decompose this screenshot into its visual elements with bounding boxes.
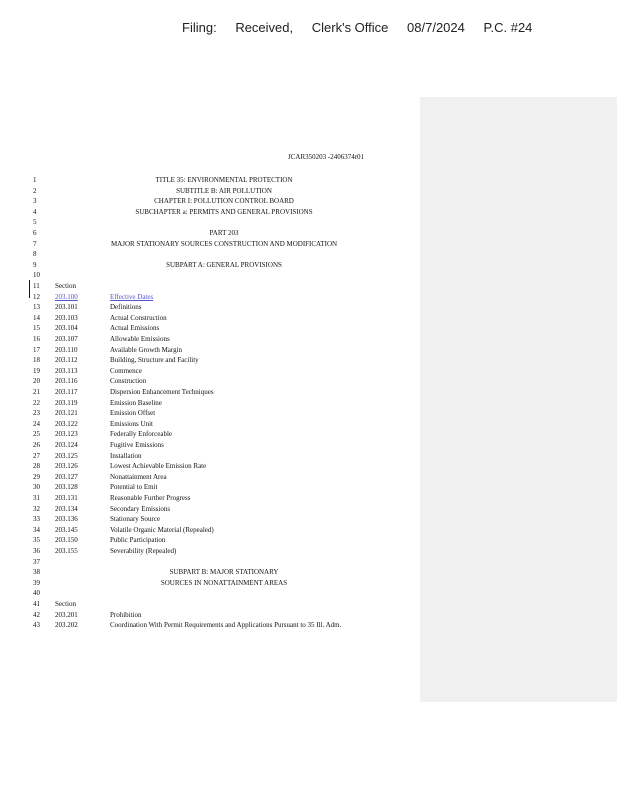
document-line [0,334,420,344]
document-line [0,440,420,450]
line-number: 35 [33,536,40,545]
section-number: 203.155 [55,547,78,555]
section-number: 203.124 [55,441,78,449]
section-title: Construction [110,377,147,386]
line-number: 34 [33,525,40,534]
section-title: Allowable Emissions [110,335,170,343]
line-number: 36 [33,547,40,555]
section-title: Stationary Source [110,515,160,524]
line-number: 42 [33,610,40,619]
section-title: Installation [110,451,142,460]
line-number: 43 [33,621,40,630]
section-number: 203.113 [55,366,78,375]
document-id: JCAR350203 -2406374r01 [288,153,365,161]
document-line [0,345,420,355]
line-number: 1 [33,176,37,184]
line-number: 15 [33,324,40,333]
heading-text: PART 203 [209,229,239,237]
line-number: 5 [33,218,37,227]
document-line [0,281,420,291]
document-line [0,514,420,524]
document-line [0,599,420,609]
section-title: Actual Construction [110,313,167,322]
document-line [0,482,420,492]
heading-text: MAJOR STATIONARY SOURCES CONSTRUCTION AND MODIFICATION [110,239,338,248]
heading-text: SUBPART A: GENERAL PROVISIONS [166,260,282,269]
clerks-office-label: Clerk's Office [311,20,389,35]
document-line [0,419,420,429]
section-title: Severability (Repealed) [110,547,177,555]
line-number: 10 [33,271,40,280]
section-number[interactable]: 203.100 [55,292,78,301]
document-line [0,249,420,259]
section-title: Federally Enforceable [110,430,172,439]
section-title: Building, Structure and Facility [110,356,199,365]
section-title: Actual Emissions [110,324,160,333]
section-title: Dispersion Enhancement Techniques [110,388,214,396]
section-header: Section [55,282,76,290]
line-number: 23 [33,409,40,418]
section-number: 203.134 [55,504,78,513]
line-number: 41 [33,600,40,608]
section-title: Available Growth Margin [110,345,183,354]
document-line [0,610,420,620]
section-title: Fugitive Emissions [110,441,164,449]
document-line [0,387,420,397]
document-line [0,217,420,227]
section-number: 203.103 [55,313,78,322]
section-title: Emission Offset [110,409,156,418]
section-number: 203.121 [55,409,78,418]
document-line [0,270,420,280]
line-number: 24 [33,419,40,428]
line-number: 4 [33,207,37,216]
section-number: 203.201 [55,610,78,619]
section-number: 203.122 [55,419,78,428]
heading-text: SUBCHAPTER a: PERMITS AND GENERAL PROVISIONS [135,207,313,216]
document-line [0,504,420,514]
document-line [0,302,420,312]
line-number: 39 [33,578,40,587]
section-number: 203.117 [55,388,78,396]
section-title: Coordination With Permit Requirements and Applications Pursuant to 35 Ill. Adm. [110,621,342,630]
document-line [0,313,420,323]
heading-text: SUBPART B: MAJOR STATIONARY [169,568,279,577]
document-line [0,472,420,482]
section-number: 203.101 [55,303,78,312]
line-number: 3 [33,197,37,206]
line-number: 22 [33,398,40,407]
line-number: 26 [33,441,40,449]
line-number: 27 [33,451,40,460]
document-line [0,355,420,365]
section-title: Potential to Emit [110,483,158,492]
line-number: 30 [33,483,40,492]
section-title: Volatile Organic Material (Repealed) [110,525,214,534]
section-number: 203.104 [55,324,78,333]
filing-label: Filing: [182,20,217,35]
document-line [0,578,420,588]
line-number: 17 [33,345,40,354]
document-line [0,260,420,270]
section-title: Lowest Achievable Emission Rate [110,462,207,471]
document-line [0,588,420,598]
document-line [0,546,420,556]
line-number: 21 [33,388,40,396]
line-number: 9 [33,260,37,269]
document-line [0,292,420,302]
line-number: 8 [33,250,37,259]
document-line [0,451,420,461]
filing-date: 08/7/2024 [407,20,465,35]
section-number: 203.123 [55,430,78,439]
line-number: 12 [33,292,40,301]
section-number: 203.110 [55,345,78,354]
line-number: 40 [33,589,40,598]
section-header: Section [55,600,76,608]
section-title: Reasonable Further Progress [110,494,191,502]
section-title: Nonattainment Area [110,472,167,481]
heading-text: SUBTITLE B: AIR POLLUTION [176,186,272,195]
line-number: 19 [33,366,40,375]
section-number: 203.119 [55,398,78,407]
filing-stamp [182,20,547,35]
line-number: 16 [33,335,40,343]
section-number: 203.136 [55,515,78,524]
section-number: 203.127 [55,472,78,481]
line-number: 11 [33,282,40,290]
document-line [0,557,420,567]
document-line [0,620,420,630]
section-number: 203.202 [55,621,78,630]
line-number: 18 [33,356,40,365]
line-number: 37 [33,557,40,566]
section-title: Commence [110,366,142,375]
document-line [0,196,420,206]
section-number: 203.126 [55,462,78,471]
document-line [0,525,420,535]
section-title-link[interactable]: Effective Dates [110,292,154,301]
public-comment-number: P.C. #24 [483,20,533,35]
document-line [0,398,420,408]
line-number: 7 [33,239,37,248]
line-number: 38 [33,568,40,577]
line-number: 25 [33,430,40,439]
section-title: Emission Baseline [110,398,162,407]
section-title: Public Participation [110,536,166,545]
section-number: 203.107 [55,335,78,343]
line-number: 28 [33,462,40,471]
section-title: Emissions Unit [110,419,153,428]
heading-text: TITLE 35: ENVIRONMENTAL PROTECTION [155,176,293,184]
received-label: Received, [235,20,294,35]
document-line [0,186,420,196]
line-number: 32 [33,504,40,513]
document-line [0,535,420,545]
document-line [0,429,420,439]
document-line [0,493,420,503]
line-number: 13 [33,303,40,312]
line-number: 14 [33,313,40,322]
line-number: 33 [33,515,40,524]
document-line [0,366,420,376]
document-line [0,461,420,471]
section-number: 203.116 [55,377,78,386]
section-title: Secondary Emissions [110,504,171,513]
document-line [0,207,420,217]
section-number: 203.128 [55,483,78,492]
document-line [0,376,420,386]
document-line [0,567,420,577]
section-title: Definitions [110,303,142,312]
line-number: 31 [33,494,40,502]
section-number: 203.112 [55,356,78,365]
section-number: 203.125 [55,451,78,460]
section-number: 203.150 [55,536,78,545]
section-title: Prohibition [110,610,142,619]
document-line [0,228,420,238]
section-number: 203.131 [55,494,78,502]
document-line [0,239,420,249]
document-line [0,323,420,333]
line-number: 29 [33,472,40,481]
line-number: 2 [33,186,37,195]
section-number: 203.145 [55,525,78,534]
line-number: 6 [33,229,37,237]
line-number: 20 [33,377,40,386]
heading-text: CHAPTER I: POLLUTION CONTROL BOARD [154,197,294,206]
document-line [0,175,420,185]
comment-pane [420,97,617,702]
document-line [0,408,420,418]
heading-text: SOURCES IN NONATTAINMENT AREAS [160,578,288,587]
